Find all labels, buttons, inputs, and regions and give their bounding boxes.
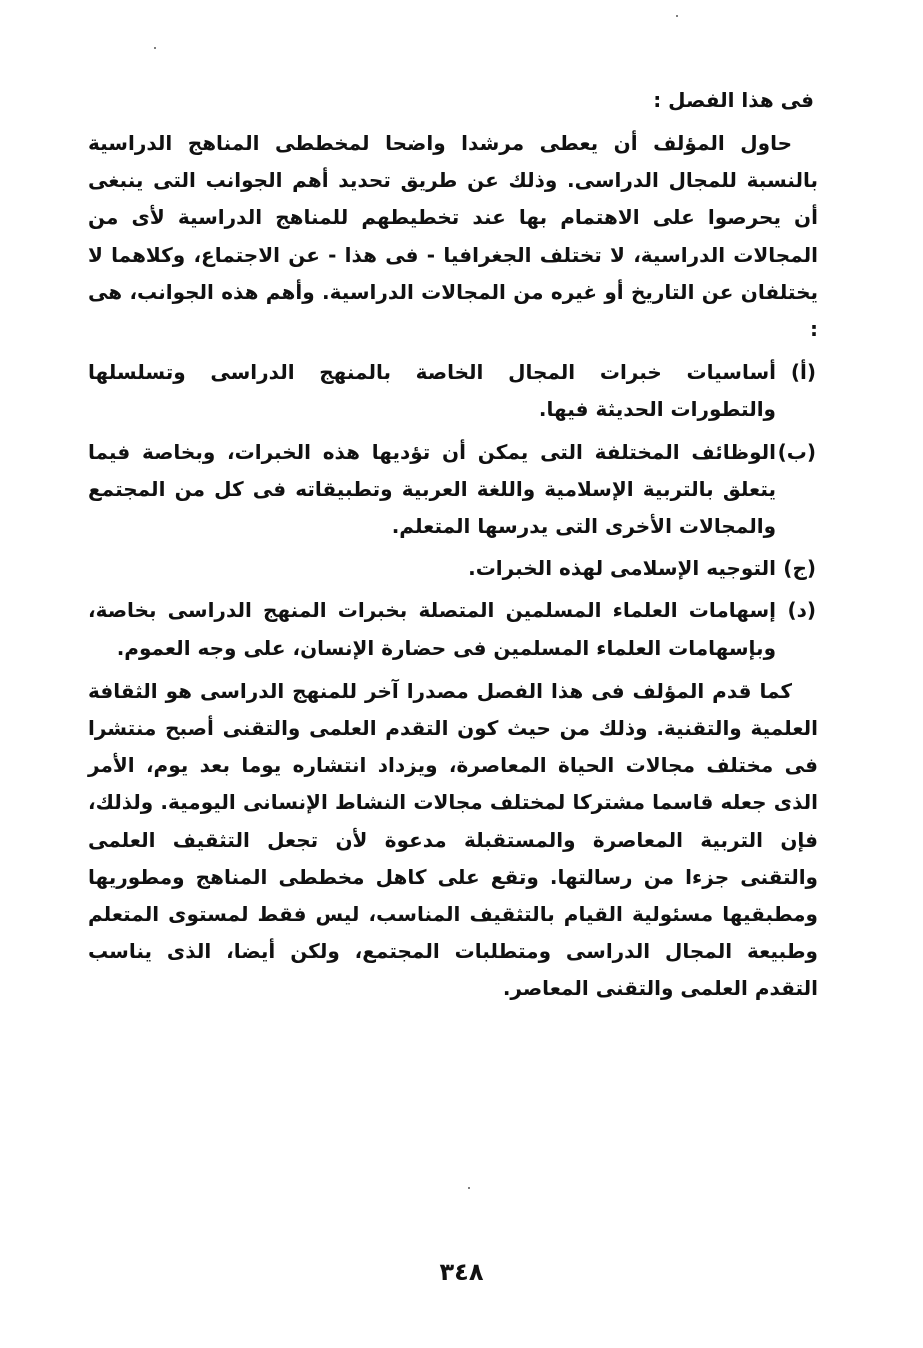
page-number: ٣٤٨ [439, 1258, 484, 1286]
list-item [88, 354, 818, 428]
intro-paragraph: حاول المؤلف أن يعطى مرشدا واضحا لمخططى المناهج الدراسية بالنسبة للمجال الدراسى. وذلك عن طريق تحديد أهم الجوانب التى ينبغى أن يحرصوا على الاهتمام بها عند تخطيطهم للمناهج الدراسية لأى من المجالات الدراسية، لا تختلف الجغرافيا - فى هذا - عن الاجتماع، وكلاهما لا يختلفان عن التاريخ أو غيره من المجالات الدراسية. وأهم هذه الجوانب، هى : [88, 131, 818, 342]
list-marker: (ج) [783, 556, 816, 581]
list-item [88, 550, 818, 587]
scan-speck [154, 47, 156, 49]
list-marker: (د) [787, 598, 816, 623]
list-marker: (ب) [777, 439, 816, 464]
list-item-text: أساسيات خبرات المجال الخاصة بالمنهج الدراسى وتسلسلها والتطورات الحديثة فيها. [88, 360, 776, 422]
scan-speck [468, 1187, 470, 1189]
section-heading: فى هذا الفصل : [653, 88, 814, 112]
list-item [88, 592, 818, 666]
scan-speck [676, 15, 678, 17]
list-item-text: الوظائف المختلفة التى يمكن أن تؤديها هذه الخبرات، وبخاصة فيما يتعلق بالتربية الإسلامية واللغة العربية وتطبيقاته فى كل من المجتمع والمجالات الأخرى التى يدرسها المتعلم. [88, 439, 776, 539]
list-item [88, 434, 818, 546]
aspects-list [88, 354, 818, 667]
body-text [88, 82, 818, 1008]
list-item-text: التوجيه الإسلامى لهذه الخبرات. [468, 556, 776, 581]
closing-paragraph: كما قدم المؤلف فى هذا الفصل مصدرا آخر للمنهج الدراسى هو الثقافة العلمية والتقنية. وذلك من حيث كون التقدم العلمى والتقنى أصبح منتشرا فى مختلف مجالات الحياة المعاصرة، ويزداد انتشاره يوما بعد يوم، الأمر الذى جعله قاسما مشتركا لمختلف مجالات النشاط الإنسانى اليومية. ولذلك، فإن التربية المعاصرة والمستقبلة مدعوة لأن تجعل التثقيف العلمى والتقنى جزءا من رسالتها. وتقع على كاهل مخططى المناهج ومطوريها ومطبقيها مسئولية القيام بالتثقيف المناسب، ليس فقط لمستوى المتعلم وطبيعة المجال الدراسى ومتطلبات المجتمع، ولكن أيضا، الذى يناسب التقدم العلمى والتقنى المعاصر. [88, 678, 818, 1001]
list-item-text: إسهامات العلماء المسلمين المتصلة بخبرات المنهج الدراسى بخاصة، وبإسهامات العلماء المسلمين فى حضارة الإنسان، على وجه العموم. [88, 598, 776, 660]
list-marker: (أ) [790, 360, 816, 385]
